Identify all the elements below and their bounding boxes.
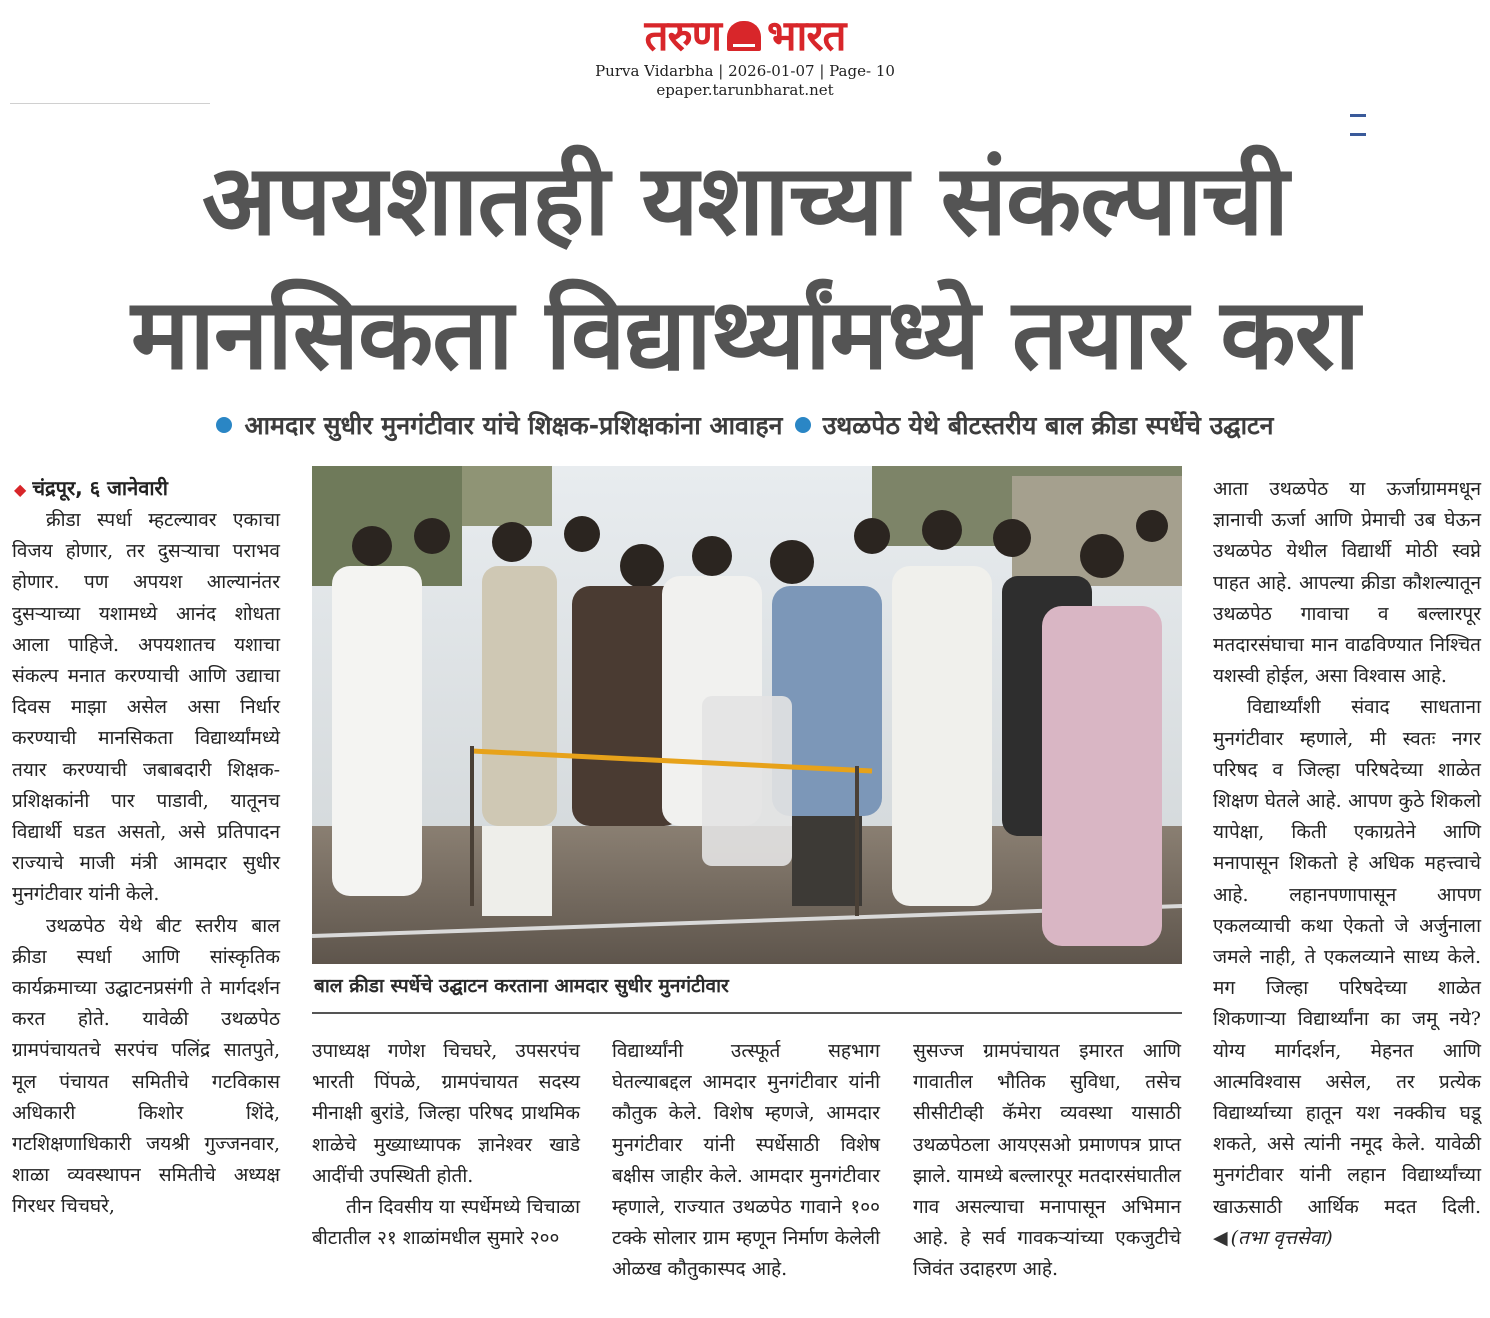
dateline: [14, 474, 168, 501]
paragraph: सुसज्ज ग्रामपंचायत इमारत आणि गावातील भौतिक सुविधा, तसेच सीसीटीव्ही कॅमेरा व्यवस्था यासाठी उथळपेठला आयएसओ प्रमाणपत्र प्राप्त झाले. यामध्ये बल्लारपूर मतदारसंघातील गाव असल्याचा मनापासून अभिमान आहे. हे सर्व गावकऱ्यांच्या एकजुटीचे जिवंत उदाहरण आहे.: [913, 1040, 1181, 1281]
article-column-1: [12, 505, 280, 1223]
paragraph: क्रीडा स्पर्धा म्हटल्यावर एकाचा विजय होणार, तर दुसऱ्याचा पराभव होणार. पण अपयश आल्यानंतर दुसऱ्याच्या यशामध्ये आनंद शोधता आला पाहिजे. अपयशातच यशाचा संकल्प मनात करण्याची आणि उद्याचा दिवस माझा असेल असा निर्धार करण्याची मानसिकता विद्यार्थ्यांमध्ये तयार करण्याची जबाबदारी शिक्षक-प्रशिक्षकांनी पार पाडावी, यातूनच विद्यार्थी घडत असतो, असे प्रतिपादन राज्याचे माजी मंत्री आमदार सुधीर मुनगंटीवार यांनी केले.: [12, 509, 280, 906]
caption-divider: [312, 1012, 1182, 1014]
dateline-text: चंद्रपूर, ६ जानेवारी: [32, 476, 168, 500]
site-url: epaper.tarunbharat.net: [656, 81, 834, 99]
subheads: [0, 408, 1490, 442]
subhead-2: उथळपेठ येथे बीटस्तरीय बाल क्रीडा स्पर्धेचे उद्घाटन: [822, 411, 1274, 440]
photo-caption: बाल क्रीडा स्पर्धेचे उद्घाटन करताना आमदार सुधीर मुनगंटीवार: [314, 975, 729, 997]
logo-text-left: तरुण: [644, 11, 721, 60]
corner-marks: [1350, 102, 1392, 105]
triangle-marker-icon: ◀: [1213, 1226, 1228, 1249]
divider-left: [10, 103, 210, 104]
edition-line: Purva Vidarbha | 2026-01-07 | Page- 10: [595, 62, 895, 80]
paragraph: उपाध्यक्ष गणेश चिचघरे, उपसरपंच भारती पिंपळे, ग्रामपंचायत सदस्य मीनाक्षी बुरांडे, जिल्हा परिषद प्राथमिक शाळेचे मुख्याध्यापक ज्ञानेश्वर खाडे आदींची उपस्थिती होती.: [312, 1040, 580, 1187]
article-column-4: [913, 1036, 1181, 1286]
event-photo: [312, 466, 1182, 964]
article-column-2: [312, 1036, 580, 1254]
paragraph: आता उथळपेठ या ऊर्जाग्राममधून ज्ञानाची ऊर्जा आणि प्रेमाची उब घेऊन उथळपेठ येथील विद्यार्थी मोठी स्वप्ने पाहत आहे. आपल्या क्रीडा कौशल्यातून उथळपेठ गावाचा व बल्लारपूर मतदारसंघाचा मान वाढविण्यात निश्चित यशस्वी होईल, असा विश्वास आहे.: [1213, 478, 1481, 688]
paragraph: विद्यार्थ्यांनी उत्स्फूर्त सहभाग घेतल्याबद्दल आमदार मुनगंटीवार यांनी कौतुक केले. विशेष म्हणजे, आमदार मुनगंटीवार यांनी स्पर्धेसाठी विशेष बक्षीस जाहीर केले. आमदार मुनगंटीवार म्हणाले, राज्यात उथळपेठ गावाने १०० टक्के सोलार ग्राम म्हणून निर्माण केलेली ओळख कौतुकास्पद आहे.: [612, 1040, 880, 1281]
news-source: (तभा वृत्तसेवा): [1230, 1226, 1333, 1249]
paragraph-text: विद्यार्थ्यांशी संवाद साधताना मुनगंटीवार म्हणाले, मी स्वतः नगर परिषद व जिल्हा परिषदेच्या शाळेत शिक्षण घेतले आहे. आपण कुठे शिकलो यापेक्षा, किती एकाग्रतेने आणि मनापासून शिकतो हे अधिक महत्त्वाचे आहे. लहानपणापासून आपण एकलव्याची कथा ऐकतो जे अर्जुनाला जमले नाही, ते एकलव्याने साध्य केले. मग जिल्हा परिषदेच्या शाळेत शिकणाऱ्या विद्यार्थ्यांना का जमू नये? योग्य मार्गदर्शन, मेहनत आणि आत्मविश्वास असेल, तर प्रत्येक विद्यार्थ्याच्या हातून यश नक्कीच घडू शकते, असे त्यांनी नमूद केले. यावेळी मुनगंटीवार यांनी लहान विद्यार्थ्यांच्या खाऊसाठी आर्थिक मदत दिली.: [1213, 696, 1481, 1218]
article-column-5: [1213, 474, 1481, 1254]
logo-emblem-icon: [727, 21, 761, 51]
paragraph: तीन दिवसीय या स्पर्धेमध्ये चिचाळा बीटातील २१ शाळांमधील सुमारे २००: [312, 1196, 580, 1250]
headline-line-1: अपयशातही यशाच्या संकल्पाची: [201, 144, 1289, 258]
logo-text-right: भारत: [766, 11, 846, 60]
diamond-icon: ◆: [14, 480, 27, 499]
event-photo-image: [312, 466, 1182, 964]
subhead-1: आमदार सुधीर मुनगंटीवार यांचे शिक्षक-प्रशिक्षकांना आवाहन: [244, 411, 783, 440]
paragraph: [1213, 692, 1481, 1254]
bullet-icon: [216, 417, 232, 433]
paragraph: उथळपेठ येथे बीट स्तरीय बाल क्रीडा स्पर्धा आणि सांस्कृतिक कार्यक्रमाच्या उद्घाटनप्रसंगी ते मार्गदर्शन करत होते. यावेळी उथळपेठ ग्रामपंचायतचे सरपंच पलिंद्र सातपुते, मूल पंचायत समितीचे गटविकास अधिकारी किशोर शिंदे, गटशिक्षणाधिकारी जयश्री गुज्जनवार, शाळा व्यवस्थापन समितीचे अध्यक्ष गिरधर चिचघरे,: [12, 914, 280, 1218]
article-column-3: [612, 1036, 880, 1286]
newspaper-logo: [645, 10, 846, 62]
bullet-icon: [795, 417, 811, 433]
masthead: [0, 10, 1490, 100]
headline-line-2: मानसिकता विद्यार्थ्यांमध्ये तयार करा: [130, 278, 1360, 392]
